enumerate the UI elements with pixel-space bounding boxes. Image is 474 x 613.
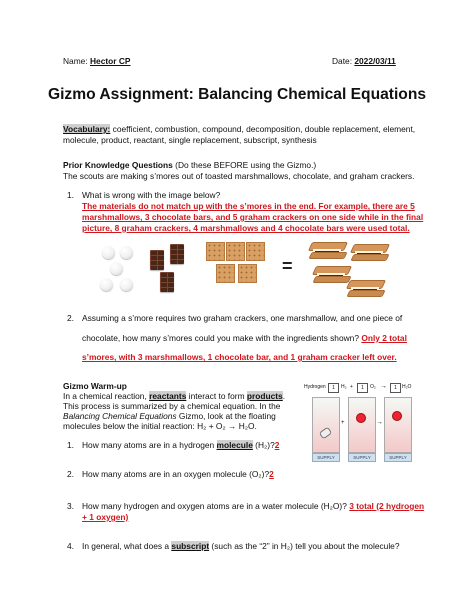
warmup-paragraph-line-3 [63, 411, 276, 422]
wu-q2 [82, 469, 274, 480]
prior-knowledge-heading [63, 160, 316, 171]
gizmo-panel-hydrogen [312, 397, 340, 453]
equals-sign: = [282, 256, 293, 276]
chocolate-bar [150, 250, 164, 270]
wu-q2-answer: 2 [269, 469, 274, 479]
chocolate-bar [170, 244, 184, 264]
pk-q1-answer-line-1: The materials do not match up with the s’mores in the end. For example, there are 5 [82, 201, 415, 211]
oxygen-molecule [356, 413, 366, 423]
marshmallow [100, 278, 113, 291]
gizmo-panel-oxygen [348, 397, 376, 453]
gizmo-o2: O₂ [370, 384, 376, 390]
marshmallow [120, 246, 133, 259]
gizmo-hydrogen-label: Hydrogen [304, 384, 326, 390]
wu-q3-answer-start: 3 total (2 hydrogen [349, 501, 425, 511]
name-label: Name: [63, 56, 88, 66]
water-molecule [392, 411, 402, 421]
warmup-paragraph-line-4: molecules below the initial reaction: H₂ + O₂ → H₂O. [63, 421, 257, 431]
pk-q2-line-2 [82, 333, 407, 344]
gizmo-h2: H₂ [341, 384, 347, 390]
warmup-text: . [282, 391, 286, 401]
warmup-paragraph-line-2: This process is summarized by a chemical equation. In the [63, 401, 281, 411]
warmup-text: In a chemical reaction, [63, 391, 150, 401]
page-title: Gizmo Assignment: Balancing Chemical Equations [47, 86, 427, 103]
vocabulary-line-1 [63, 124, 415, 135]
wu-q2-number: 2. [67, 469, 74, 479]
gizmo-arrow: → [380, 383, 387, 390]
pk-q1-number: 1. [67, 190, 74, 200]
chocolate-bar [160, 272, 174, 292]
smore [310, 242, 344, 256]
date-value: 2022/03/11 [354, 56, 396, 66]
wu-q2-text: How many atoms are in an oxygen molecule (O₂)? [82, 469, 270, 479]
gizmo-panel-plus: + [341, 420, 345, 426]
name-value: Hector CP [90, 56, 131, 66]
pk-q1-question: What is wrong with the image below? [82, 190, 221, 200]
molecule-term: molecule [216, 440, 253, 450]
wu-q4-number: 4. [67, 541, 74, 551]
subscript-term: subscript [171, 541, 210, 551]
pk-q2-line-1: Assuming a s’more requires two graham crackers, one marshmallow, and one piece of [82, 313, 403, 323]
smore [348, 280, 382, 294]
warmup-text: interact to form [186, 391, 247, 401]
reactants-term: reactants [149, 391, 187, 401]
gizmo-h2o: H₂O [402, 384, 412, 390]
wu-q3-number: 3. [67, 501, 74, 511]
wu-q1-text: (H₂)? [252, 440, 275, 450]
gizmo-panel-arrow: → [376, 419, 383, 426]
supply-button-2: SUPPLY [348, 453, 376, 462]
wu-q1-text: How many atoms are in a hydrogen [82, 440, 217, 450]
graham-cracker [246, 242, 265, 261]
vocabulary-label: Vocabulary: [63, 124, 111, 134]
marshmallow [120, 278, 133, 291]
wu-q4-text: In general, what does a [82, 541, 172, 551]
gizmo-coefficient-2: 1 [357, 383, 368, 393]
wu-q1 [82, 440, 279, 451]
warmup-paragraph-line-1 [63, 391, 285, 402]
graham-cracker [206, 242, 225, 261]
pk-q2-question-end: chocolate, how many s’mores could you make with the ingredients shown? [82, 333, 359, 343]
warmup-heading: Gizmo Warm-up [63, 381, 127, 391]
gizmo-panel-water [384, 397, 412, 453]
prior-knowledge-intro: The scouts are making s’mores out of toasted marshmallows, chocolate, and graham crackers. [63, 171, 415, 181]
prior-knowledge-title: Prior Knowledge Questions [63, 160, 173, 170]
date-label: Date: [332, 56, 353, 66]
date-field [332, 56, 396, 67]
wu-q4-text: (such as the “2” in H₂) tell you about the molecule? [209, 541, 400, 551]
marshmallow [110, 262, 123, 275]
wu-q3-text: How many hydrogen and oxygen atoms are in a water molecule (H₂O)? [82, 501, 347, 511]
pk-q2-number: 2. [67, 313, 74, 323]
pk-q2-answer-line-2: s’mores, with 3 marshmallows, 1 chocolate bar, and 1 graham cracker left over. [82, 352, 397, 362]
prior-knowledge-note: (Do these BEFORE using the Gizmo.) [172, 160, 317, 170]
name-field [63, 56, 131, 67]
gizmo-name: Balancing Chemical Equations [63, 411, 177, 421]
graham-cracker [216, 264, 235, 283]
vocabulary-line-2: molecule, product, reactant, single replacement, subscript, synthesis [63, 135, 317, 145]
pk-q2-answer-start: Only 2 total [361, 333, 407, 343]
pk-q1-answer-line-3: picture, 8 graham crackers, 4 marshmallows and 4 chocolate bars were used total. [82, 223, 410, 233]
warmup-text: Gizmo, look at the floating [176, 411, 276, 421]
wu-q1-number: 1. [67, 440, 74, 450]
gizmo-plus: + [350, 384, 353, 390]
smore [352, 244, 386, 258]
gizmo-screenshot [304, 383, 416, 465]
marshmallow [102, 246, 115, 259]
smore [314, 266, 348, 280]
wu-q4 [82, 541, 400, 552]
wu-q1-answer: 2 [274, 440, 280, 450]
gizmo-coefficient-3: 1 [390, 383, 401, 393]
smores-image [96, 240, 396, 304]
products-term: products [246, 391, 283, 401]
graham-cracker [226, 242, 245, 261]
vocabulary-terms-1: coefficient, combustion, compound, decomposition, double replacement, element, [110, 124, 416, 134]
wu-q3-answer-end: + 1 oxygen) [82, 512, 129, 522]
supply-button-1: SUPPLY [312, 453, 340, 462]
supply-button-3: SUPPLY [384, 453, 412, 462]
pk-q1-answer-line-2: marshmallows, 3 chocolate bars, and 5 graham crackers on one side while in the final [82, 212, 424, 222]
graham-cracker [238, 264, 257, 283]
gizmo-coefficient-1: 1 [328, 383, 339, 393]
wu-q3 [82, 501, 424, 512]
